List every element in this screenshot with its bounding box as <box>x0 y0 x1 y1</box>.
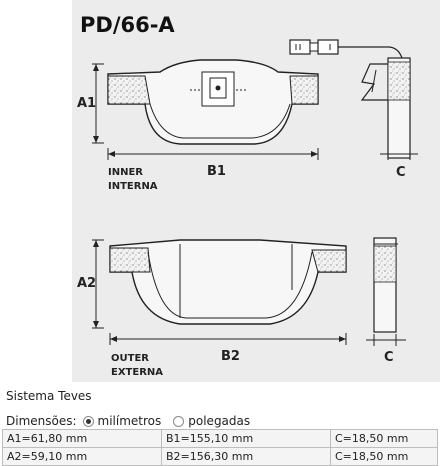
inches-label[interactable]: polegadas <box>188 414 251 428</box>
outer-label-pt: EXTERNA <box>111 367 164 378</box>
inches-radio[interactable] <box>173 416 184 427</box>
units-option-inches[interactable] <box>173 414 250 428</box>
dimensions-table <box>2 429 438 466</box>
part-code: PD/66-A <box>80 13 175 37</box>
millimeters-label[interactable]: milímetros <box>97 414 162 428</box>
table-cell: B1=155,10 mm <box>162 430 331 448</box>
table-row <box>3 430 438 448</box>
table-cell: A2=59,10 mm <box>3 448 162 466</box>
units-option-millimeters[interactable] <box>83 414 162 428</box>
system-label: Sistema Teves <box>6 389 92 403</box>
outer-pad-side-view <box>366 238 406 365</box>
table-cell: C=18,50 mm <box>331 448 438 466</box>
dim-b1-label: B1 <box>207 164 226 179</box>
dim-a1-label: A1 <box>77 96 97 111</box>
units-selector <box>6 413 440 429</box>
inner-label-pt: INTERNA <box>108 181 158 192</box>
dim-a2-label: A2 <box>77 276 97 291</box>
dim-c-top-label: C <box>396 165 406 180</box>
inner-pad-side-view <box>290 40 418 180</box>
table-row <box>3 448 438 466</box>
dim-c-bottom-label: C <box>384 350 394 365</box>
table-cell: A1=61,80 mm <box>3 430 162 448</box>
millimeters-radio[interactable] <box>83 416 94 427</box>
dim-b2-label: B2 <box>221 349 240 364</box>
inner-label-en: INNER <box>108 167 143 178</box>
inner-pad <box>77 60 318 192</box>
table-cell: B2=156,30 mm <box>162 448 331 466</box>
table-cell: C=18,50 mm <box>331 430 438 448</box>
units-label: Dimensões: <box>6 414 77 428</box>
outer-pad <box>77 240 346 378</box>
outer-label-en: OUTER <box>111 353 149 364</box>
